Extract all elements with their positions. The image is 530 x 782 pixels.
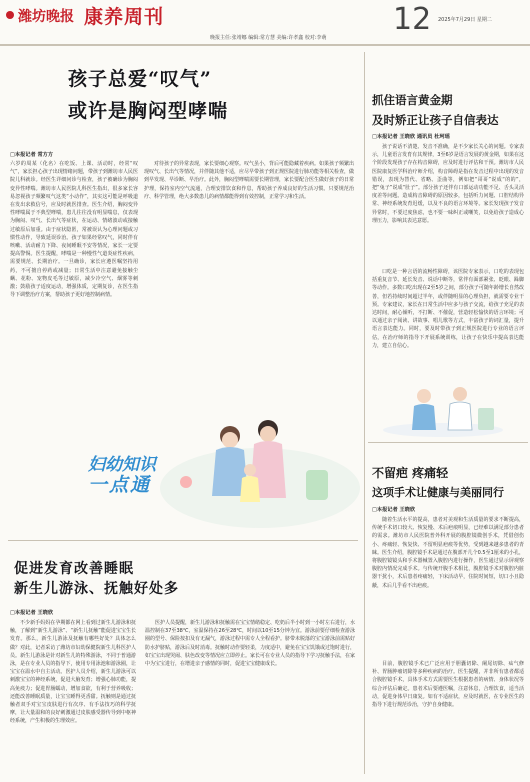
right-bottom-byline: □本报记者 王晓欣 — [372, 507, 416, 513]
bottom-left-headline-line2: 新生儿游泳、抚触好处多 — [14, 581, 179, 597]
bottom-left-body-col1: 不少新手妈妈在孕期都在网上看到过新生儿游泳和抚触，了解到“新生儿游泳”、“新生儿抚触”能促进宝宝生长发育。那么，新生儿游泳及抚触有哪些好处？具体怎么做？对此，记者采访了潍坊市妇幼保健院新生儿科医护人员。新生儿游泳是针对新生儿的特殊游泳，不同于普通游泳，是在专业人员的指导下，使用专用泳池和游泳圈，让宝宝在温水中自主活动。医护人员介绍，新生儿游泳可以刺激宝宝的神经系统，促进大脑发育；增强心肺功能，提高免疫力；促进胃肠蠕动，增加食欲，有利于营养吸收；还能改善睡眠质量，让宝宝睡得更香甜。抚触则是通过抚触者双手对宝宝皮肤进行有次序、有手法技巧的科学抚摩，让大量温和的良好刺激通过皮肤感受器传导到中枢神经系统，产生积极的生理效应。 — [10, 620, 136, 725]
page-number: 12 — [393, 2, 432, 37]
bottom-left-byline: □本报记者 王晓欣 — [10, 610, 54, 616]
right-headline-line1: 抓住语言黄金期 — [372, 93, 453, 107]
promo-title-line1: 妇幼知识 — [88, 455, 156, 475]
staff-credits: 晚报主任:张靖娜 编辑:常方慧 美编:许孝鑫 校对:李萌 — [210, 35, 327, 41]
right-headline-line2: 及时矫正让孩子自信表达 — [372, 113, 499, 127]
promo-title-line2: 一点通 — [88, 474, 152, 496]
right-section-divider — [368, 442, 528, 443]
main-headline-line2: 或许是胸闷型哮喘 — [68, 100, 229, 122]
newspaper-name: 潍坊晚报 — [18, 9, 74, 25]
right-byline: □本报记者 王晓欣 通讯员 杜珂瑶 — [372, 134, 450, 140]
column-divider — [364, 52, 365, 774]
medical-staff-illustration-icon — [378, 378, 508, 438]
right-body-part1: 孩子说话不清楚、发音不准确，是不少家长关心的问题。专家表示，儿童语言发育有其规律，3至6岁是语言发展的黄金期，如果在这个阶段发现孩子存在构音障碍，应及时进行评估和干预。潍坊市人民医院康复医学科治疗师介绍，构音障碍是指在发音过程中出现的发音错误，表现为替代、省略、歪曲等，例如把“哥哥”说成“的的”，把“兔子”说成“肚子”。部分孩子还伴有口部运动功能不足、舌头灵活度差等问题。造成构音障碍的原因较多，包括听力问题、口腔结构异常、神经系统发育迟缓，以及不良的语言环境等。家长发现孩子发音异常时，不要过度焦虑，也不要一味纠正或嘲笑，以免给孩子造成心理压力，影响其表达意愿。 — [372, 144, 524, 224]
right-bottom-body-part2: 目前，腹腔镜手术已广泛应用于胆囊切除、阑尾切除、疝气修补、胃肠肿瘤切除等多种疾病的治疗。医生提醒，并非所有患者都适合腹腔镜手术，具体手术方式需要医生根据患者的病情、身体状况等综合评估后确定。患者术后要遵医嘱，注意休息，合理饮食，适当活动，促进身体早日康复。如有不适症状，应及时就医，在专业医生的指导下进行规范诊治，守护自身健康。 — [372, 661, 524, 709]
section-title: 康养周刊 — [84, 6, 165, 28]
main-body-col2: 对待孩子的异常表现，家长要细心观察。叹气虽小，背后可能隐藏着疾病。如果孩子频繁出现叹气、长出气等情况，并伴随其他不适，应尽早带孩子到正规医院进行肺功能等相关检查，做到早发现、早诊断、早治疗。此外，胸闷型哮喘需要长期管理，家长要配合医生做好孩子的日常护理，保持室内空气流通，合理安排饮食和作息，帮助孩子养成良好的生活习惯。只要规范治疗、科学管理，绝大多数患儿的病情都能得到有效控制，正常学习和生活。 — [144, 161, 354, 200]
issue-date: 2025年7月29日 星期二 — [438, 17, 492, 23]
main-byline: □本报记者 常方方 — [10, 152, 54, 158]
header-divider — [0, 45, 530, 46]
bottom-left-headline-line1: 促进发育改善睡眠 — [14, 561, 134, 577]
right-illustration — [378, 378, 508, 438]
right-bottom-headline-line2: 这项手术让健康与美丽同行 — [372, 486, 504, 499]
main-headline-line1: 孩子总爱“叹气” — [68, 68, 212, 90]
right-body-part2: 口吃是一种言语的流畅性障碍，该医院专家表示，口吃的表现包括重复音节、延长发音、说话中断等，常伴有面部紧张、眨眼、跺脚等动作。多数口吃出现在2至5岁之间，部分孩子可随年龄增长自然改善，但若持续时间超过半年，或伴随明显的心理负担，就需要专业干预。专家建议，家长在日常生活中应多与孩子交流，给孩子充足的表达时间，耐心倾听，不打断、不催促，营造轻松愉快的语言环境；可以通过亲子阅读、讲故事、唱儿歌等方式，丰富孩子的词汇量，提升语言表达能力。同时，要及时带孩子到正规医院进行专业的语言评估，在治疗师的指导下开展系统训练，让孩子在快乐中提高表达能力，建立自信心。 — [372, 269, 524, 349]
main-body-col1: 六岁的周某（化名）在吃饭、上课、活动时，经常“叹气”，家长担心孩子出现情绪问题，带孩子到潍坊市人民医院儿科就诊。经医生详细问诊与检查，孩子被确诊为胸闷变异性哮喘。潍坊市人民医院儿科医生指出，很多家长容易忽视孩子频繁叹气这类“小动作”，其实这可能是呼吸道在发出求救信号，应及时就医排查。医生介绍，胸闷变异性哮喘属于不典型哮喘，患儿往往没有明显喘息，仅表现为胸闷、叹气、长出气等症状，在运动、情绪波动或接触过敏原后加重。由于症状隐匿，常被误认为心理问题或习惯性动作，导致延误诊治。孩子如果经常叹气，同时伴有咳嗽、活动耐力下降、夜间睡眠不安等情况，家长一定要提高警惕。医生提醒，哮喘是一种慢性气道炎症性疾病，需要规范、长期治疗。一旦确诊，家长应遵医嘱坚持用药，不可擅自停药或减量；日常生活中注意避免接触尘螨、花粉、宠物皮毛等过敏原，减少冷空气、烟雾等刺激；鼓励孩子适度运动，增强体质，定期复诊，在医生指导下调整治疗方案，帮助孩子更好地控制病情。 — [10, 161, 138, 299]
bottom-left-body-col2: 医护人员提醒，新生儿游泳和抚触需在宝宝情绪稳定、吃奶后半小时到一小时左右进行，水温控制在37至38℃，室温保持在26至28℃，时间以10至15分钟为宜。游泳前要仔细检查游泳圈的型号、保险按扣及有无漏气，游泳过程中需专人全程看护。脐带未脱落的宝宝游泳前需贴好防水护脐贴，游泳后及时消毒。抚触时动作要轻柔，力度适中，避免在宝宝饥饿或过饱时进行，如宝宝出现哭闹、肤色改变等情况应立即停止。家长可在专业人员的指导下学习抚触手法，在家中为宝宝进行，在增进亲子感情的同时，促进宝宝健康成长。 — [145, 620, 355, 668]
section-divider — [8, 540, 358, 541]
right-bottom-headline-line1: 不留疤 疼痛轻 — [372, 466, 449, 480]
right-bottom-body-part1: 随着生活水平的提高，患者对美观和生活质量的要求不断提高，传统手术切口较大、恢复慢、术后疤痕明显，已经难以满足部分患者的需求。潍坊市人民医院普外科开展的腹腔镜微创手术，凭借创伤小、疼痛轻、恢复快、不留明显疤痕等优势，受到越来越多患者的青睐。医生介绍，腹腔镜手术是通过在腹部开几个0.5至1厘米的小孔，将腹腔镜镜头和手术器械置入腹腔内进行操作，医生通过显示屏观察腹腔内情况完成手术。与传统开腹手术相比，腹腔镜手术对腹腔内脏器干扰小，术后患者疼痛轻，下床活动早，住院时间短，切口小且隐蔽，术后几乎看不出疤痕。 — [372, 517, 524, 589]
newspaper-logo-icon — [6, 11, 14, 19]
